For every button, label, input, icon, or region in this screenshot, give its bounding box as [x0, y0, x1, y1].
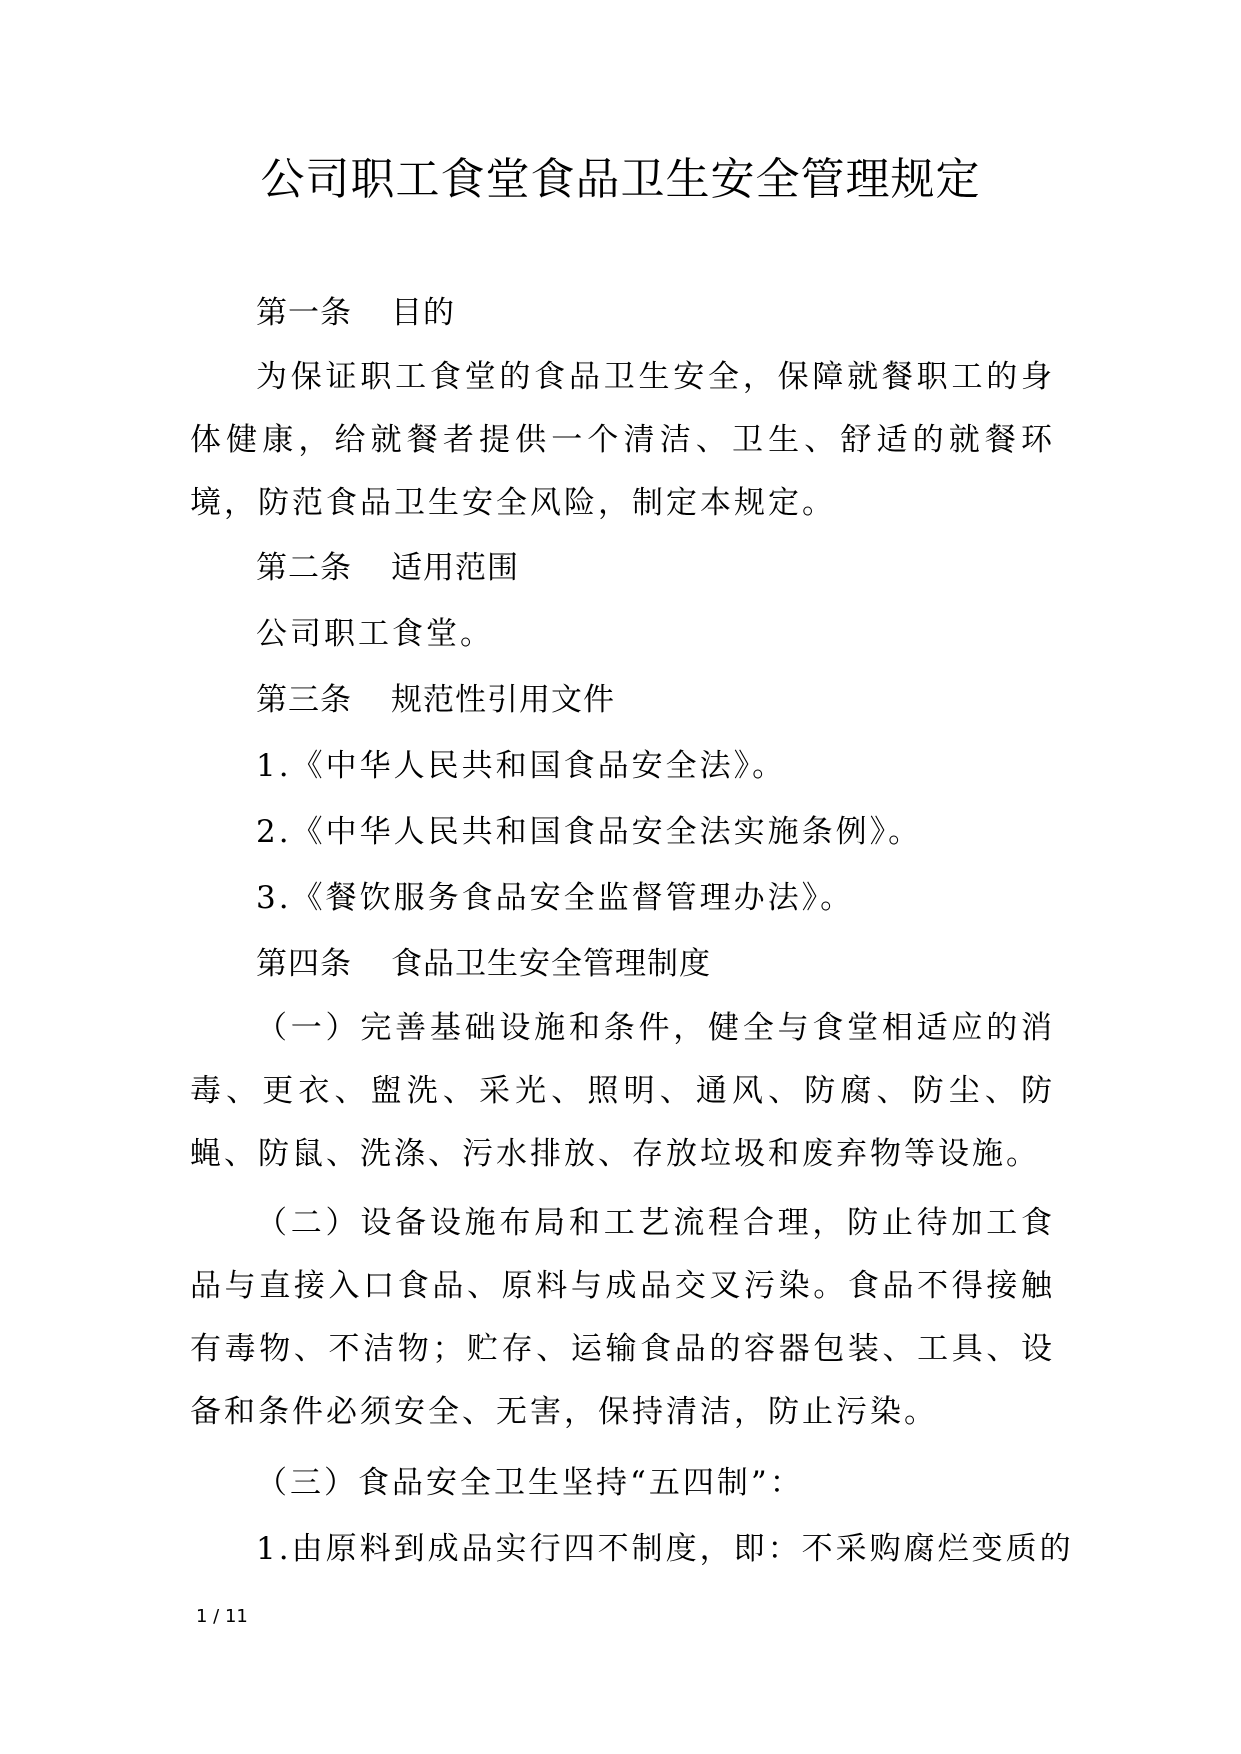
section-title: 目的 — [391, 295, 455, 331]
section-heading — [190, 667, 1055, 733]
reference-item: 3.《餐饮服务食品安全监督管理办法》。 — [256, 880, 855, 916]
paragraph: 1.由原料到成品实行四不制度，即：不采购腐烂变质的 — [256, 1531, 1074, 1567]
section-heading — [190, 931, 1055, 997]
section-title: 食品卫生安全管理制度 — [391, 946, 711, 982]
section-heading — [190, 280, 1055, 346]
paragraph: （二）设备设施布局和工艺流程合理，防止待加工食品与直接入口食品、原料与成品交叉污染。食品不得接触有毒物、不洁物；贮存、运输食品的容器包装、工具、设备和条件必须安全、无害，保持清洁，防止污染。 — [190, 1205, 1055, 1430]
section-number: 第一条 — [256, 295, 352, 331]
paragraph: 为保证职工食堂的食品卫生安全，保障就餐职工的身体健康，给就餐者提供一个清洁、卫生、舒适的就餐环境，防范食品卫生安全风险，制定本规定。 — [190, 359, 1055, 521]
reference-item: 1.《中华人民共和国食品安全法》。 — [256, 748, 787, 784]
page-indicator: 1 / 11 — [196, 1606, 248, 1627]
section-number: 第二条 — [256, 550, 352, 586]
section-heading — [190, 535, 1055, 601]
paragraph: （一）完善基础设施和条件，健全与食堂相适应的消毒、更衣、盥洗、采光、照明、通风、防腐、防尘、防蝇、防鼠、洗涤、污水排放、存放垃圾和废弃物等设施。 — [190, 1010, 1055, 1172]
paragraph: 公司职工食堂。 — [256, 616, 494, 652]
section-number: 第三条 — [256, 682, 352, 718]
section-title: 规范性引用文件 — [391, 682, 615, 718]
reference-item: 2.《中华人民共和国食品安全法实施条例》。 — [256, 814, 923, 850]
document-title: 公司职工食堂食品卫生安全管理规定 — [260, 154, 981, 205]
paragraph: （三）食品安全卫生坚持“五四制”： — [256, 1465, 804, 1501]
document-body — [190, 280, 1074, 1582]
section-title: 适用范围 — [391, 550, 519, 586]
section-number: 第四条 — [256, 946, 352, 982]
